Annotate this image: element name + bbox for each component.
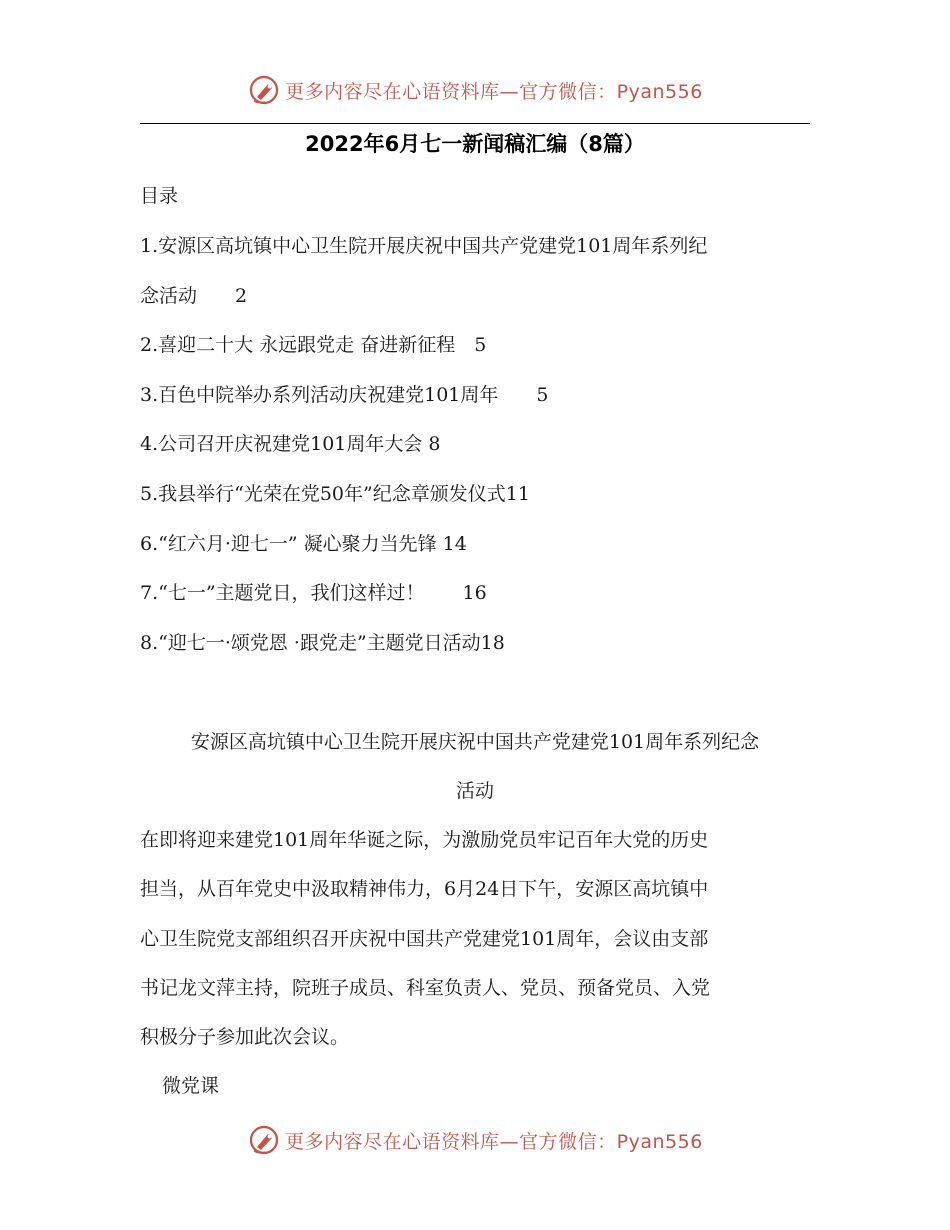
toc-item-5[interactable]: 5.我县举行“光荣在党50年”纪念章颁发仪式11 bbox=[140, 483, 530, 505]
article-paragraph-line: 担当，从百年党史中汲取精神伟力，6月24日下午，安源区高坑镇中 bbox=[140, 878, 709, 900]
article-paragraph-line: 在即将迎来建党101周年华诞之际，为激励党员牢记百年大党的历史 bbox=[140, 829, 709, 851]
article-paragraph-line: 心卫生院党支部组织召开庆祝中国共产党建党101周年，会议由支部 bbox=[140, 928, 709, 950]
pen-nib-logo-icon bbox=[247, 1123, 281, 1157]
document-title: 2022年6月七一新闻稿汇编（8篇） bbox=[305, 132, 645, 156]
toc-item-6[interactable]: 6.“红六月·迎七一” 凝心聚力当先锋 14 bbox=[140, 533, 467, 555]
toc-item-7[interactable]: 7.“七一”主题党日，我们这样过！ 16 bbox=[140, 582, 487, 604]
article-title-continued: 活动 bbox=[455, 780, 494, 802]
toc-item-2[interactable]: 2.喜迎二十大 永远跟党走 奋进新征程 5 bbox=[140, 334, 487, 356]
watermark-banner-bottom bbox=[0, 1120, 950, 1160]
toc-item-4[interactable]: 4.公司召开庆祝建党101周年大会 8 bbox=[140, 433, 441, 455]
toc-item-1[interactable]: 1.安源区高坑镇中心卫生院开展庆祝中国共产党建党101周年系列纪 bbox=[140, 235, 708, 257]
article-subheading: 微党课 bbox=[162, 1075, 220, 1097]
toc-item-1-continued[interactable]: 念活动 2 bbox=[140, 285, 248, 307]
watermark-text: 更多内容尽在心语资料库—官方微信：Pyan556 bbox=[285, 1130, 703, 1153]
header-rule bbox=[140, 123, 810, 124]
toc-item-3[interactable]: 3.百色中院举办系列活动庆祝建党101周年 5 bbox=[140, 384, 549, 406]
article-paragraph-line: 书记龙文萍主持，院班子成员、科室负责人、党员、预备党员、入党 bbox=[140, 977, 711, 999]
article-paragraph-line: 积极分子参加此次会议。 bbox=[140, 1026, 350, 1048]
watermark-banner-top bbox=[0, 70, 950, 110]
toc-heading: 目录 bbox=[140, 185, 179, 207]
pen-nib-logo-icon bbox=[247, 73, 281, 107]
watermark-text: 更多内容尽在心语资料库—官方微信：Pyan556 bbox=[285, 80, 703, 103]
toc-item-8[interactable]: 8.“迎七一·颂党恩 ·跟党走”主题党日活动18 bbox=[140, 632, 505, 654]
article-title: 安源区高坑镇中心卫生院开展庆祝中国共产党建党101周年系列纪念 bbox=[190, 731, 760, 753]
